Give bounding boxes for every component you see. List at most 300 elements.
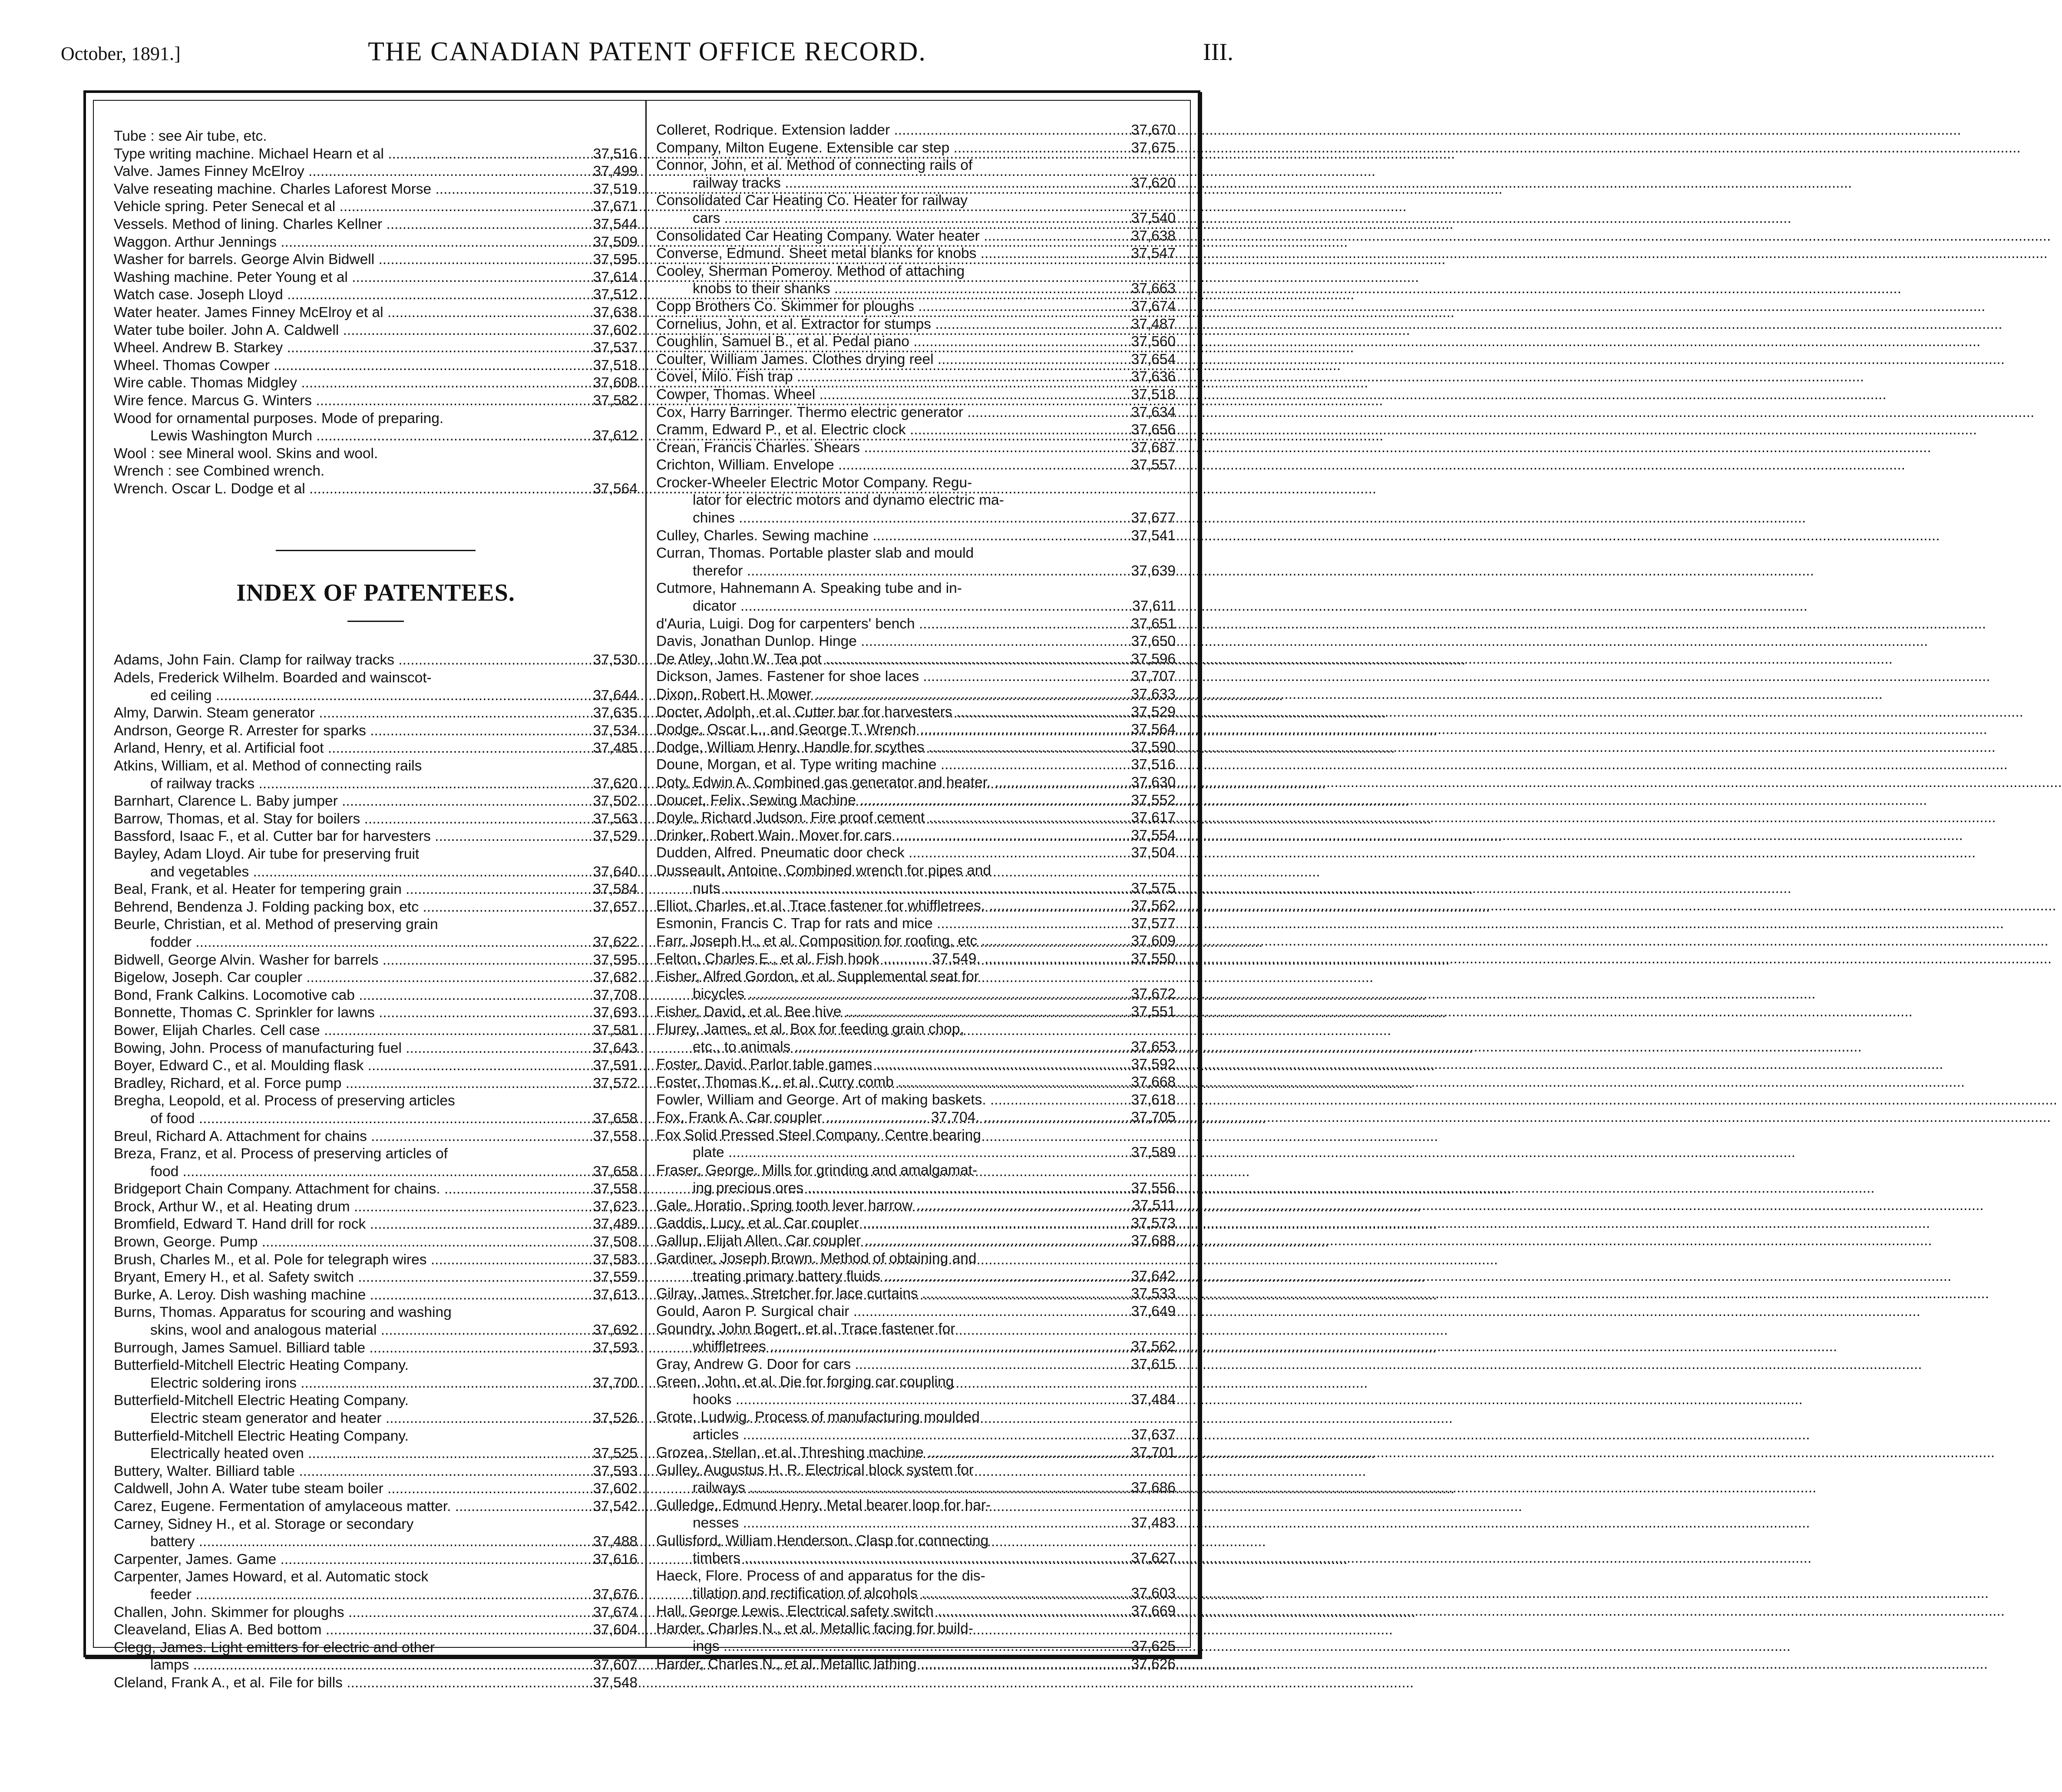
entry-text: Bonnette, Thomas C. Sprinkler for lawns ..... [114, 1004, 568, 1022]
index-entry [114, 392, 638, 410]
index-line [114, 1216, 638, 1233]
index-entry [114, 669, 638, 704]
index-line [114, 445, 638, 463]
patent-number: 37,508 [593, 1234, 638, 1250]
index-line [114, 392, 638, 410]
entry-text: Bond, Frank Calkins. Locomotive cab ..... [114, 987, 568, 1005]
entry-text: dicator ..... [693, 598, 1106, 615]
patent-number: 37,612 [593, 428, 638, 444]
index-entry [114, 1198, 638, 1216]
index-line [114, 216, 638, 234]
index-line [656, 1638, 1176, 1656]
index-entry [114, 463, 638, 480]
patent-number: 37,674 [1131, 298, 1176, 314]
patent-number: 37,581 [593, 1022, 638, 1038]
entry-text: Valve. James Finney McElroy ..... [114, 163, 568, 181]
patent-number: 37,593 [593, 1463, 638, 1479]
index-entry [656, 333, 1176, 351]
index-entry [114, 757, 638, 793]
entry-text: Copp Brothers Co. Skimmer for ploughs ..... [656, 298, 1106, 316]
patent-number: 37,544 [593, 216, 638, 232]
index-line [114, 1656, 638, 1674]
patent-number: 37,560 [1131, 334, 1176, 350]
patent-number: 37,677 [1131, 510, 1176, 526]
index-entry [656, 1461, 1176, 1497]
entry-text: food ..... [150, 1163, 568, 1181]
index-entry [114, 1128, 638, 1146]
patent-number: 37,642 [1131, 1268, 1176, 1284]
patent-number: 37,593 [593, 1339, 638, 1356]
entry-text: Gulley, Augustus H. R. Electrical block system for [656, 1462, 974, 1478]
patentees-list-right [656, 122, 1176, 1673]
index-line [656, 421, 1176, 439]
patent-number: 37,635 [593, 705, 638, 721]
patent-number: 37,558 [593, 1181, 638, 1197]
index-line [656, 139, 1176, 157]
index-entry [656, 686, 1176, 704]
entry-text: timbers ..... [693, 1550, 1106, 1567]
entry-text: Tube : see Air tube, etc. [114, 128, 267, 144]
index-entry [656, 1373, 1176, 1408]
entry-text: Gallup, Elijah Allen. Car coupler ..... [656, 1232, 1106, 1250]
entry-text: Cox, Harry Barringer. Thermo electric generator ..... [656, 404, 1106, 422]
index-entry [114, 916, 638, 951]
index-line [656, 633, 1176, 651]
index-entry [656, 1303, 1176, 1321]
index-entry [656, 1056, 1176, 1074]
patent-number: 37,614 [593, 269, 638, 285]
entry-text: Drinker, Robert Wain. Mover for cars ..... [656, 827, 1106, 845]
index-entry [656, 968, 1176, 1003]
index-line [114, 145, 638, 163]
index-entry [114, 1551, 638, 1569]
page-inner-border [93, 100, 1191, 1691]
index-line [114, 704, 638, 722]
entry-text: Breza, Franz, et al. Process of preserving articles of [114, 1146, 448, 1162]
index-line [656, 1197, 1176, 1215]
index-line [114, 1022, 638, 1040]
index-line [114, 1040, 638, 1058]
entry-text: Carez, Eugene. Fermentation of amylaceous matter. ..... [114, 1498, 568, 1516]
patent-number: 37,671 [593, 198, 638, 215]
index-entry [656, 263, 1176, 298]
patent-number: 37,638 [593, 304, 638, 321]
index-line [114, 1198, 638, 1216]
index-entry [114, 1145, 638, 1180]
index-entry [114, 1022, 638, 1040]
patent-number: 37,636 [1131, 369, 1176, 385]
patent-number: 37,656 [1131, 422, 1176, 438]
entry-text: of railway tracks ..... [150, 775, 568, 793]
index-entry [114, 357, 638, 375]
index-line [656, 1656, 1176, 1673]
entry-text: Bayley, Adam Lloyd. Air tube for preserving fruit [114, 846, 420, 862]
index-entry [114, 163, 638, 181]
index-entry [656, 1250, 1176, 1285]
entry-text: Gale, Horatio. Spring tooth lever harrow ..... [656, 1197, 1106, 1215]
index-line [114, 304, 638, 322]
entry-text: Brown, George. Pump ..... [114, 1233, 568, 1251]
index-line [656, 792, 1176, 810]
index-line [656, 175, 1176, 192]
entry-text: Consolidated Car Heating Co. Heater for railway [656, 192, 968, 209]
index-line [656, 1550, 1176, 1567]
index-entry [114, 704, 638, 722]
index-line [656, 615, 1176, 633]
entry-text: cars ..... [693, 210, 1106, 228]
entry-text: feeder ..... [150, 1586, 568, 1604]
section-short-rule [347, 621, 404, 622]
entry-text: railways ..... [693, 1479, 1106, 1497]
index-entry [656, 1620, 1176, 1655]
index-line [656, 333, 1176, 351]
index-line [656, 562, 1176, 580]
index-entry [114, 722, 638, 740]
index-entry [114, 445, 638, 463]
patent-number: 37,518 [1131, 386, 1176, 403]
patent-number: 37,575 [1131, 880, 1176, 896]
index-line [114, 740, 638, 757]
patent-number: 37,658 [593, 1110, 638, 1127]
index-line [114, 881, 638, 899]
index-line [656, 897, 1176, 915]
patent-number: 37,558 [593, 1128, 638, 1144]
index-entry [656, 1444, 1176, 1462]
index-entry [656, 351, 1176, 369]
index-entry [656, 897, 1176, 915]
index-line [656, 1074, 1176, 1091]
patent-number: 37,592 [1131, 1056, 1176, 1073]
entry-text: Grote, Ludwig. Process of manufacturing moulded [656, 1409, 980, 1425]
entry-text: skins, wool and analogous material ..... [150, 1322, 568, 1339]
patent-number: 37,525 [593, 1445, 638, 1462]
entry-text: Harder, Charles N., et al. Metallic lathing ..... [656, 1656, 1106, 1673]
index-line [656, 1285, 1176, 1303]
index-line [656, 774, 1176, 792]
entry-text: Fowler, William and George. Art of making baskets. ..... [656, 1091, 1106, 1109]
entry-text: Atkins, William, et al. Method of connecting rails [114, 758, 422, 774]
patent-number: 37,602 [593, 322, 638, 338]
patent-number: 37,540 [1131, 210, 1176, 226]
index-entry [114, 1639, 638, 1674]
index-line [114, 1480, 638, 1498]
index-entry [656, 1532, 1176, 1567]
index-line [114, 1375, 638, 1392]
patent-number: 37,488 [593, 1534, 638, 1550]
patent-number: 37,611 [1132, 598, 1176, 615]
patent-number: 37,591 [593, 1058, 638, 1074]
entry-text: Electric steam generator and heater ..... [150, 1410, 568, 1428]
patent-number: 37,548 [593, 1674, 638, 1691]
index-entry [656, 1232, 1176, 1250]
index-entry [114, 1604, 638, 1622]
index-line [656, 809, 1176, 827]
index-entry [114, 1092, 638, 1127]
patent-number: 37,516 [593, 145, 638, 162]
entry-text: Wire fence. Marcus G. Winters ..... [114, 392, 568, 410]
index-line [656, 915, 1176, 933]
index-entry [114, 1498, 638, 1516]
index-line [656, 880, 1176, 898]
entry-text: Burrough, James Samuel. Billiard table ..... [114, 1339, 568, 1357]
index-line [114, 775, 638, 793]
entry-text: Felton, Charles E., et al. Fish hook ........... 37,549. ..... [656, 950, 1106, 968]
patent-number: 37,557 [1131, 457, 1176, 473]
entry-text: Adams, John Fain. Clamp for railway tracks ..... [114, 651, 568, 669]
patent-number: 37,583 [593, 1251, 638, 1268]
index-entry [114, 651, 638, 669]
entry-text: of food ..... [150, 1110, 568, 1128]
entry-text: Esmonin, Francis C. Trap for rats and mice ..... [656, 915, 1106, 933]
index-entry [656, 651, 1176, 668]
index-entry [114, 1480, 638, 1498]
index-entry [656, 1497, 1176, 1532]
index-entry [656, 298, 1176, 316]
index-entry [656, 1197, 1176, 1215]
entry-text: Wheel. Andrew B. Starkey ..... [114, 339, 568, 357]
index-entry [656, 580, 1176, 615]
index-line [114, 1498, 638, 1516]
patent-number: 37,526 [593, 1410, 638, 1426]
patent-number: 37,552 [1131, 792, 1176, 808]
index-entry [114, 304, 638, 322]
entry-text: Valve reseating machine. Charles Laforest Morse ..... [114, 181, 568, 198]
patent-number: 37,688 [1131, 1233, 1176, 1249]
patent-number: 37,483 [1131, 1514, 1176, 1531]
index-entry [656, 1127, 1176, 1162]
entry-text: Gulledge, Edmund Henry. Metal bearer loop for har- [656, 1497, 991, 1514]
index-entry [114, 1004, 638, 1022]
index-line [656, 1268, 1176, 1286]
index-entry [656, 1162, 1176, 1197]
subject-index-continuation [114, 128, 638, 498]
index-entry [656, 474, 1176, 527]
entry-text: Carpenter, James Howard, et al. Automatic stock [114, 1569, 429, 1585]
index-line [114, 1004, 638, 1022]
entry-text: Doucet, Felix. Sewing Machine ..... [656, 792, 1106, 810]
patent-number: 37,542 [593, 1498, 638, 1514]
entry-text: Waggon. Arthur Jennings ..... [114, 234, 568, 251]
index-line [114, 322, 638, 340]
patent-number: 37,595 [593, 952, 638, 968]
index-line [656, 280, 1176, 298]
entry-text: Bridgeport Chain Company. Attachment for chains. ..... [114, 1180, 568, 1198]
entry-text: Bradley, Richard, et al. Force pump ..... [114, 1075, 568, 1093]
patent-number: 37,559 [593, 1269, 638, 1286]
index-line [656, 386, 1176, 404]
index-entry [114, 1216, 638, 1233]
entry-text: Dickson, James. Fastener for shoe laces ..... [656, 668, 1106, 686]
entry-text: Gray, Andrew G. Door for cars ..... [656, 1356, 1106, 1374]
patent-number: 37,708 [593, 987, 638, 1003]
entry-text: Connor, John, et al. Method of connecting rails of [656, 157, 973, 174]
patent-number: 37,700 [593, 1375, 638, 1391]
index-line [114, 793, 638, 810]
entry-text: Crocker-Wheeler Electric Motor Company. Regu- [656, 474, 972, 491]
entry-text: Adels, Frederick Wilhelm. Boarded and wainscot- [114, 670, 432, 686]
index-line [114, 687, 638, 705]
index-line [656, 245, 1176, 263]
entry-text: Gullisford, William Henderson. Clasp for connecting [656, 1532, 989, 1549]
patent-number: 37,607 [593, 1657, 638, 1673]
index-entry [114, 269, 638, 287]
entry-text: whiffletrees ..... [693, 1338, 1106, 1356]
index-entry [114, 952, 638, 969]
patent-number: 37,602 [593, 1481, 638, 1497]
index-line [656, 439, 1176, 457]
entry-text: Cooley, Sherman Pomeroy. Method of attaching [656, 263, 965, 279]
index-line [656, 739, 1176, 757]
index-line [656, 756, 1176, 774]
patent-number: 37,670 [1131, 122, 1176, 138]
index-entry [114, 1040, 638, 1058]
index-line [114, 1251, 638, 1269]
index-entry [114, 740, 638, 757]
entry-text: lamps ..... [150, 1656, 568, 1674]
index-line [656, 509, 1176, 527]
index-line [114, 1621, 638, 1639]
patent-number: 37,564 [593, 480, 638, 497]
patent-number: 37,686 [1131, 1479, 1176, 1496]
index-line [114, 1604, 638, 1622]
entry-text: Water tube boiler. John A. Caldwell ..... [114, 322, 568, 340]
patent-number: 37,639 [1131, 562, 1176, 579]
entry-text: Cutmore, Hahnemann A. Speaking tube and in- [656, 580, 962, 597]
entry-text: Cramm, Edward P., et al. Electric clock ..... [656, 421, 1106, 439]
index-line [656, 721, 1176, 739]
entry-text: Barnhart, Clarence L. Baby jumper ..... [114, 793, 568, 810]
index-line [114, 1339, 638, 1357]
entry-text: Bower, Elijah Charles. Cell case ..... [114, 1022, 568, 1040]
index-line [114, 722, 638, 740]
entry-text: Electrically heated oven ..... [150, 1445, 568, 1463]
patent-number: 37,651 [1131, 615, 1176, 632]
entry-text: Harder, Charles N., et al. Metallic facing for build- [656, 1620, 973, 1637]
index-entry [114, 1180, 638, 1198]
entry-text: Gardiner, Joseph Brown. Method of obtaining and [656, 1250, 977, 1266]
patent-number: 37,620 [1131, 175, 1176, 191]
entry-text: Hall, George Lewis. Electrical safety switch ..... [656, 1603, 1106, 1620]
index-entry [656, 1603, 1176, 1620]
index-line [656, 316, 1176, 334]
entry-text: Fox, Frank A. Car coupler ......................... 37,704. ..... [656, 1109, 1106, 1127]
patent-number: 37,663 [1131, 281, 1176, 297]
index-entry [656, 1021, 1176, 1056]
entry-text: Almy, Darwin. Steam generator ..... [114, 704, 568, 722]
index-line [114, 339, 638, 357]
patent-number: 37,518 [593, 357, 638, 374]
index-line [656, 1215, 1176, 1233]
entry-text: Docter, Adolph, et al. Cutter bar for harvesters ..... [656, 704, 1106, 721]
entry-text: ing precious ores ..... [693, 1180, 1106, 1197]
patent-number: 37,620 [593, 775, 638, 792]
index-entry [114, 793, 638, 810]
index-entry [114, 251, 638, 269]
patent-number: 37,582 [593, 392, 638, 409]
index-line [114, 899, 638, 916]
left-column [94, 101, 645, 1691]
entry-text: Butterfield-Mitchell Electric Heating Company. [114, 1392, 409, 1409]
entry-text: Goundry, John Bogert, et al. Trace fastener for [656, 1321, 955, 1337]
patentees-list-left [114, 651, 638, 1692]
index-entry [656, 774, 1176, 792]
patent-number: 37,577 [1131, 915, 1176, 932]
patent-number: 37,604 [593, 1622, 638, 1638]
index-line [114, 1286, 638, 1304]
index-line [656, 844, 1176, 862]
entry-text: Brock, Arthur W., et al. Heating drum ..... [114, 1198, 568, 1216]
index-entry [114, 374, 638, 392]
index-entry [656, 1109, 1176, 1127]
index-line [656, 527, 1176, 545]
index-line [656, 1338, 1176, 1356]
index-line [114, 1551, 638, 1569]
patent-number: 37,537 [593, 340, 638, 356]
entry-text: Washing machine. Peter Young et al ..... [114, 269, 568, 287]
entry-text: ings ..... [693, 1638, 1106, 1656]
entry-text: Watch case. Joseph Lloyd ..... [114, 286, 568, 304]
patent-number: 37,551 [1131, 1003, 1176, 1020]
entry-text: Challen, John. Skimmer for ploughs ..... [114, 1604, 568, 1622]
index-entry [114, 128, 638, 145]
entry-text: Wrench : see Combined wrench. [114, 463, 325, 479]
index-line [114, 181, 638, 198]
patent-number: 37,584 [593, 881, 638, 898]
index-entry [656, 1356, 1176, 1374]
index-line [114, 480, 638, 498]
entry-text: Gaddis, Lucy, et al. Car coupler ..... [656, 1215, 1106, 1233]
index-line [114, 286, 638, 304]
index-entry [656, 721, 1176, 739]
index-entry [656, 615, 1176, 633]
index-line [656, 932, 1176, 950]
entry-text-continued: lator for electric motors and dynamo electric ma- [693, 492, 1004, 509]
entry-text: Flurey, James, et al. Box for feeding grain chop, [656, 1021, 964, 1038]
entry-text: Cornelius, John, et al. Extractor for stumps ..... [656, 316, 1106, 334]
entry-text: Bassford, Isaac F., et al. Cutter bar for harvesters ..... [114, 828, 568, 846]
entry-text: and vegetables ..... [150, 863, 568, 881]
patent-number: 37,705 [1131, 1109, 1176, 1126]
entry-text: Green, John, et al. Die for forging car coupling [656, 1374, 954, 1390]
index-line [656, 985, 1176, 1003]
index-line [656, 1303, 1176, 1321]
entry-text: Grozea, Stellan, et al. Threshing machine ..... [656, 1444, 1106, 1462]
index-entry [656, 139, 1176, 157]
index-entry [656, 915, 1176, 933]
entry-text: Dodge, Oscar L., and George T. Wrench ..... [656, 721, 1106, 739]
index-line [656, 456, 1176, 474]
entry-text: Andrson, George R. Arrester for sparks ..... [114, 722, 568, 740]
patent-number: 37,669 [1131, 1603, 1176, 1619]
patent-number: 37,701 [1131, 1444, 1176, 1461]
index-entry [656, 386, 1176, 404]
patent-number: 37,554 [1131, 827, 1176, 843]
entry-text: Converse, Edmund. Sheet metal blanks for knobs ..... [656, 245, 1106, 263]
entry-text: Breul, Richard A. Attachment for chains ..... [114, 1128, 568, 1146]
index-line [656, 404, 1176, 422]
patent-number: 37,638 [1131, 228, 1176, 244]
index-entry [114, 1057, 638, 1075]
index-line [114, 1180, 638, 1198]
index-line [114, 1410, 638, 1428]
entry-text: Gould, Aaron P. Surgical chair ..... [656, 1303, 1106, 1321]
entry-text: Wrench. Oscar L. Dodge et al ..... [114, 480, 568, 498]
index-entry [656, 1320, 1176, 1356]
index-entry [114, 828, 638, 846]
index-entry [656, 1091, 1176, 1109]
index-line [114, 969, 638, 987]
patent-number: 37,613 [593, 1286, 638, 1303]
